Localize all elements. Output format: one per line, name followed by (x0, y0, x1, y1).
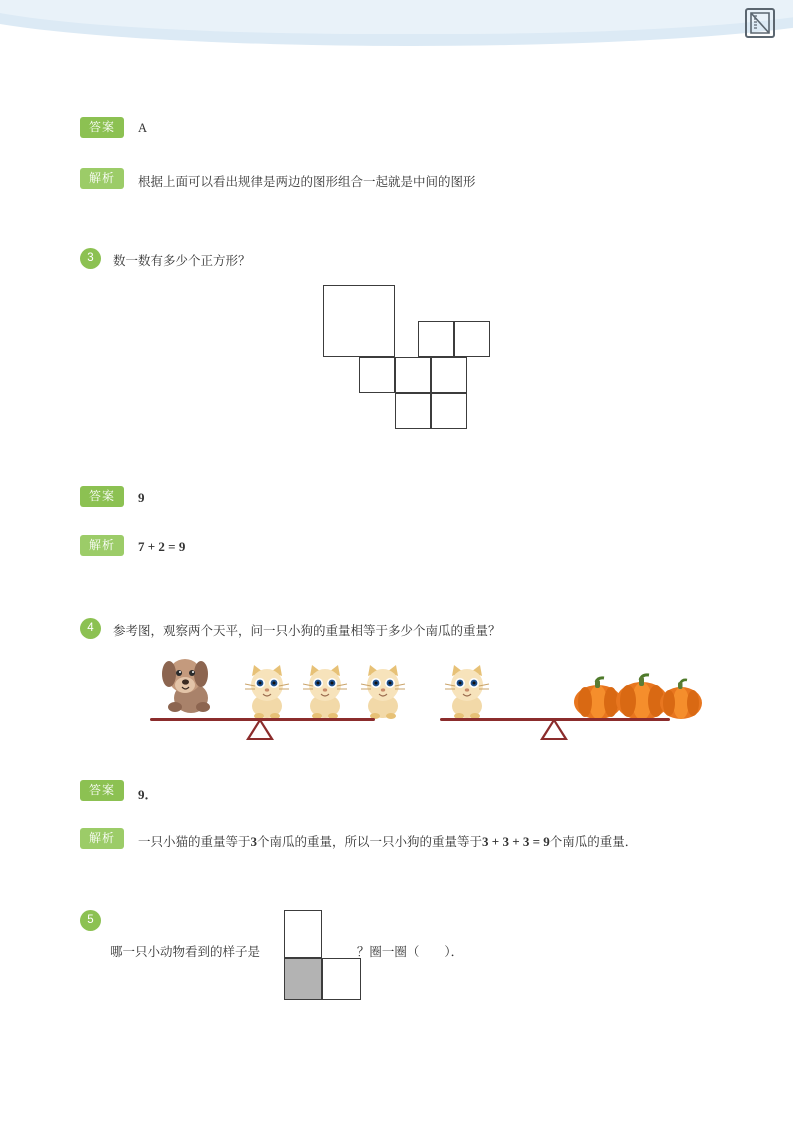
answer-label: 答案 (80, 486, 124, 507)
answer-label: 答案 (80, 780, 124, 801)
figure-square-top (284, 910, 322, 958)
pumpkin-illustration (658, 678, 704, 720)
question-5-text-after: ？圈一圈（ ）． (356, 945, 464, 959)
q4-analysis-num2: 3 + 3 + 3 = 9 (482, 834, 550, 849)
figure-square (359, 357, 395, 393)
q5-figure (284, 910, 364, 1050)
q4-answer-value: 9． (138, 787, 158, 802)
cat-illustration (356, 664, 410, 720)
q4-illustration (140, 652, 700, 737)
question-3-text: 数一数有多少个正方形？ (113, 254, 251, 268)
question-4 (80, 618, 740, 639)
question-4-text: 参考图，观察两个天平，问一只小狗的重量相等于多少个南瓜的重量？ (113, 624, 501, 638)
figure-square (431, 357, 467, 393)
question-5-text-before: 哪一只小动物看到的样子是 (110, 945, 261, 959)
figure-square (431, 393, 467, 429)
q4-analysis-num1: 3 (250, 834, 258, 849)
q2-answer-value: A (138, 121, 148, 135)
q4-analysis-part3: 个南瓜的重量． (549, 835, 638, 849)
q3-answer-row (80, 486, 145, 507)
question-number-4: 4 (80, 618, 101, 639)
q2-answer-row (80, 117, 147, 138)
figure-square (418, 321, 454, 357)
figure-square (454, 321, 490, 357)
cat-illustration (298, 664, 352, 720)
question-number-3: 3 (80, 248, 101, 269)
q3-analysis-value: 7 + 2 = 9 (138, 539, 186, 554)
balance-fulcrum-left (246, 718, 274, 740)
figure-square (323, 285, 395, 357)
q2-analysis-value: 根据上面可以看出规律是两边的图形组合一起就是中间的图形 (138, 175, 476, 189)
cat-illustration (440, 664, 494, 720)
analysis-label: 解析 (80, 828, 124, 849)
q3-answer-value: 9 (138, 490, 145, 505)
question-number-5: 5 (80, 910, 101, 931)
q4-analysis-part2: 个南瓜的重量，所以一只小狗的重量等于 (257, 835, 483, 849)
question-3 (80, 248, 720, 269)
figure-square (395, 393, 431, 429)
q4-analysis-row (80, 828, 760, 850)
q4-analysis-part1: 一只小猫的重量等于 (138, 835, 251, 849)
figure-square-right (322, 958, 361, 1000)
answer-label: 答案 (80, 117, 124, 138)
page-header (0, 0, 793, 62)
question-5 (110, 942, 710, 961)
q4-analysis-value (138, 828, 637, 850)
q3-analysis-row (80, 535, 185, 556)
dog-illustration (155, 652, 225, 718)
q4-answer-row (80, 780, 158, 803)
q2-analysis-row (80, 168, 720, 190)
figure-square (395, 357, 431, 393)
analysis-label: 解析 (80, 535, 124, 556)
notebook-logo-icon (745, 8, 775, 38)
q3-square-figure (323, 285, 513, 435)
question-number-5-wrap (80, 910, 101, 931)
cat-illustration (240, 664, 294, 720)
balance-fulcrum-right (540, 718, 568, 740)
figure-square-shaded (284, 958, 322, 1000)
analysis-label: 解析 (80, 168, 124, 189)
